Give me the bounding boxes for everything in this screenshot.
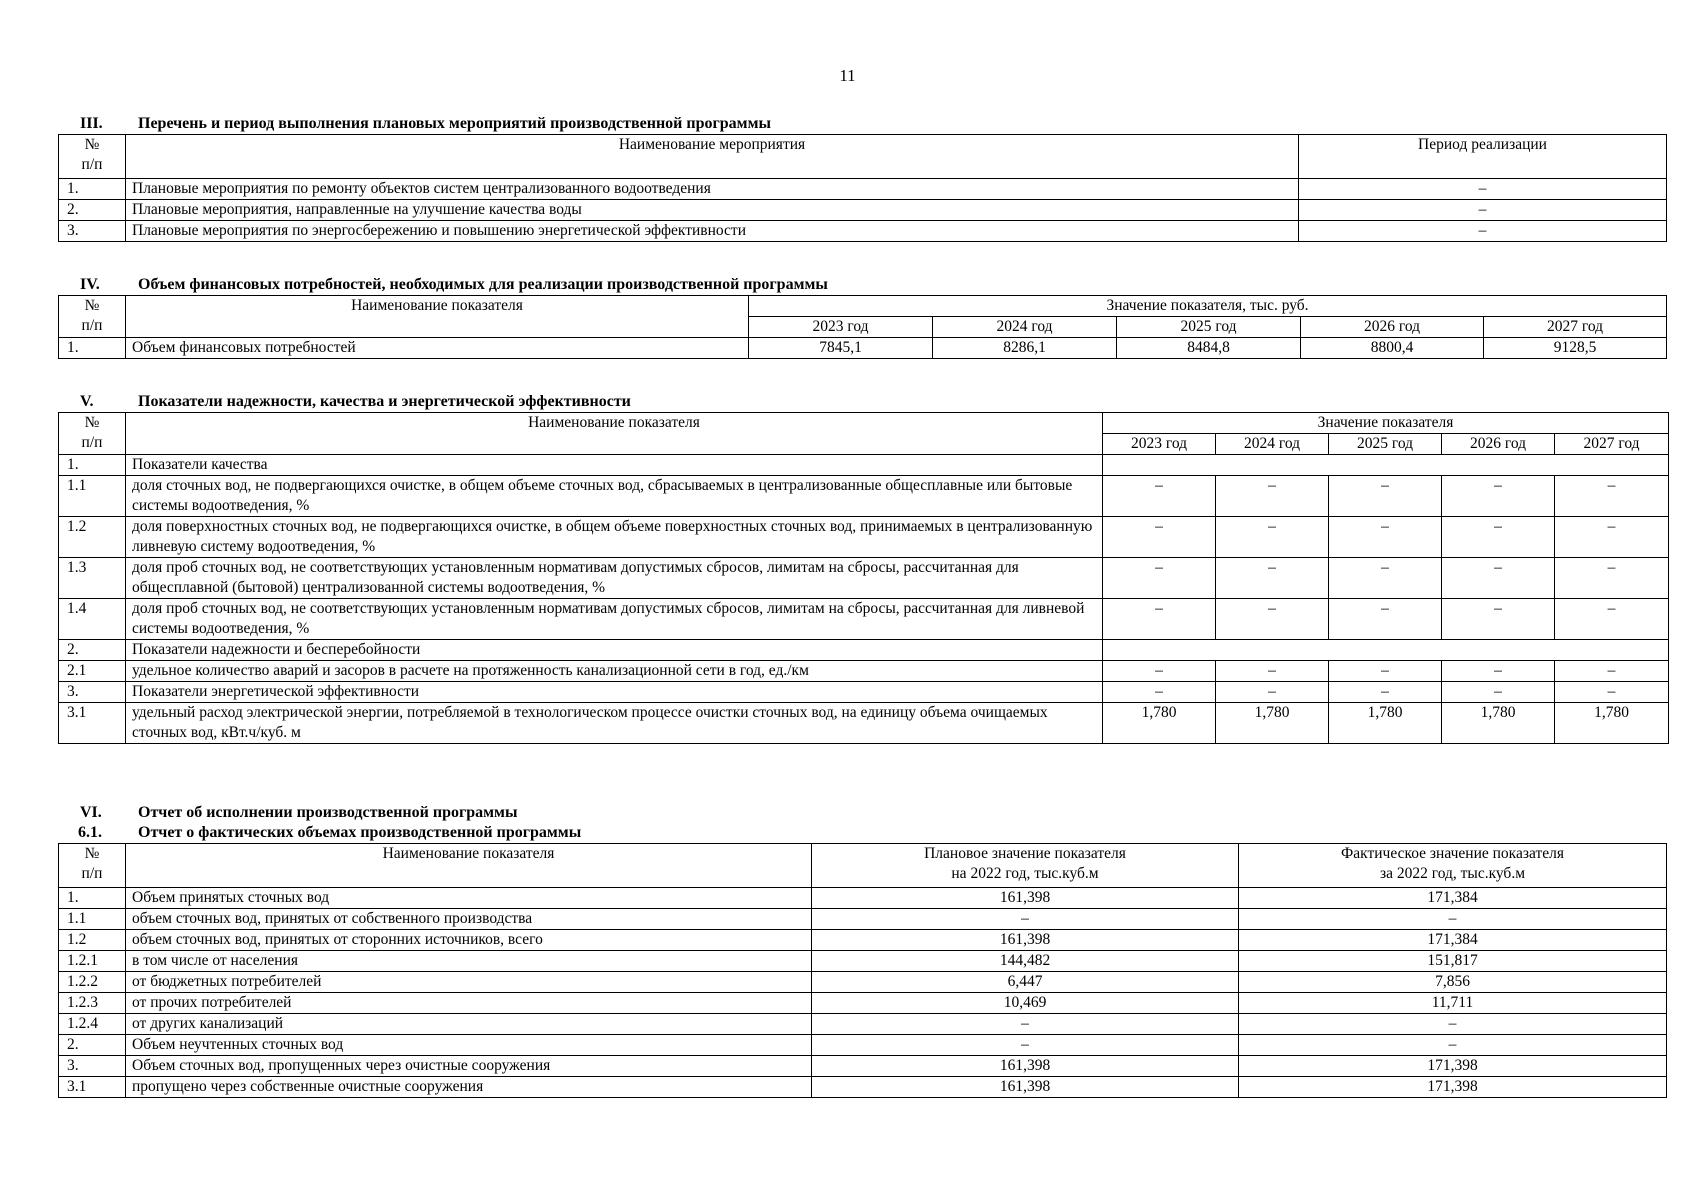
row-value: – — [1555, 599, 1669, 640]
year-header: 2027 год — [1484, 317, 1667, 338]
row-fact-value: – — [1239, 1035, 1667, 1056]
row-number: 1. — [59, 455, 126, 476]
header-value: Значение показателя, тыс. руб. — [749, 296, 1667, 317]
row-value: – — [1329, 682, 1442, 703]
header-indicator-name: Наименование показателя — [126, 413, 1103, 455]
row-plan-value: 6,447 — [812, 972, 1239, 993]
table-row — [59, 1014, 1667, 1035]
table-row — [59, 909, 1667, 930]
row-number: 1. — [59, 338, 126, 359]
row-value: 9128,5 — [1484, 338, 1667, 359]
row-value: – — [1555, 558, 1669, 599]
table-row — [59, 1077, 1667, 1098]
row-number: 3.1 — [59, 703, 126, 744]
row-name: пропущено через собственные очистные сооружения — [126, 1077, 812, 1098]
row-name: объем сточных вод, принятых от сторонних источников, всего — [126, 930, 812, 951]
row-name: удельное количество аварий и засоров в расчете на протяженность канализационной сети в год, ед./км — [126, 661, 1103, 682]
row-value: – — [1329, 558, 1442, 599]
row-fact-value: 171,398 — [1239, 1077, 1667, 1098]
row-value: – — [1329, 599, 1442, 640]
row-value: 1,780 — [1442, 703, 1555, 744]
row-plan-value: 144,482 — [812, 951, 1239, 972]
year-header: 2026 год — [1442, 434, 1555, 455]
row-name: Плановые мероприятия по ремонту объектов систем централизованного водоотведения — [126, 179, 1299, 200]
header-number: № п/п — [59, 413, 126, 455]
row-name: объем сточных вод, принятых от собственного производства — [126, 909, 812, 930]
row-number: 2. — [59, 1035, 126, 1056]
row-number: 1.2.1 — [59, 951, 126, 972]
row-number: 1.2.2 — [59, 972, 126, 993]
row-value: – — [1103, 476, 1216, 517]
row-value: – — [1442, 558, 1555, 599]
header-indicator-name: Наименование показателя — [126, 296, 749, 338]
row-value: 8484,8 — [1117, 338, 1301, 359]
header-fact-value: Фактическое значение показателя за 2022 год, тыс.куб.м — [1239, 844, 1667, 888]
row-name: удельный расход электрической энергии, потребляемой в технологическом процессе очистки сточных вод, на единицу объема очищаемых сточных вод, кВт.ч/куб. м — [126, 703, 1103, 744]
group-row — [59, 640, 1669, 661]
header-number: № п/п — [59, 296, 126, 338]
table-row — [59, 338, 1667, 359]
row-value: 1,780 — [1216, 703, 1329, 744]
section-3 — [58, 114, 1667, 242]
row-fact-value: – — [1239, 1014, 1667, 1035]
row-value: – — [1216, 682, 1329, 703]
row-value: 1,780 — [1555, 703, 1669, 744]
row-period: – — [1299, 200, 1667, 221]
row-number: 3. — [59, 682, 126, 703]
reliability-indicators-table — [58, 412, 1669, 744]
row-fact-value: – — [1239, 909, 1667, 930]
row-value: – — [1555, 517, 1669, 558]
row-value: – — [1216, 599, 1329, 640]
row-value: 1,780 — [1103, 703, 1216, 744]
row-fact-value: 7,856 — [1239, 972, 1667, 993]
row-number: 1. — [59, 179, 126, 200]
table-row — [59, 200, 1667, 221]
row-name: Объем принятых сточных вод — [126, 888, 812, 909]
row-plan-value: 161,398 — [812, 930, 1239, 951]
row-value: – — [1442, 599, 1555, 640]
row-number: 1.4 — [59, 599, 126, 640]
section-4 — [58, 275, 1667, 359]
table-row — [59, 972, 1667, 993]
row-value: – — [1103, 599, 1216, 640]
table-row — [59, 1056, 1667, 1077]
row-value: – — [1442, 517, 1555, 558]
row-number: 1. — [59, 888, 126, 909]
row-value: – — [1555, 682, 1669, 703]
row-value: – — [1216, 517, 1329, 558]
row-value: – — [1103, 661, 1216, 682]
section-title-text: Объем финансовых потребностей, необходимых для реализации производственной программы — [138, 276, 828, 293]
row-plan-value: 161,398 — [812, 1056, 1239, 1077]
header-indicator-name: Наименование показателя — [126, 844, 812, 888]
row-name: Показатели надежности и бесперебойности — [126, 640, 1103, 661]
row-value: – — [1442, 476, 1555, 517]
year-header: 2025 год — [1329, 434, 1442, 455]
group-empty-cell — [1103, 640, 1669, 661]
row-number: 1.2 — [59, 517, 126, 558]
row-number: 3. — [59, 221, 126, 242]
row-value: 7845,1 — [749, 338, 933, 359]
row-name: от других канализаций — [126, 1014, 812, 1035]
row-number: 1.2 — [59, 930, 126, 951]
row-name: Объем неучтенных сточных вод — [126, 1035, 812, 1056]
row-number: 3.1 — [59, 1077, 126, 1098]
section-number: IV. — [80, 276, 100, 293]
table-row — [59, 661, 1669, 682]
header-value: Значение показателя — [1103, 413, 1669, 434]
row-value: – — [1555, 661, 1669, 682]
row-plan-value: – — [812, 1035, 1239, 1056]
row-name: Показатели энергетической эффективности — [126, 682, 1103, 703]
section-title-text: Отчет об исполнении производственной программы — [138, 804, 518, 821]
row-number: 3. — [59, 1056, 126, 1077]
group-empty-cell — [1103, 455, 1669, 476]
row-period: – — [1299, 221, 1667, 242]
planned-measures-table — [58, 134, 1667, 242]
section-3-title — [58, 114, 1667, 134]
row-fact-value: 11,711 — [1239, 993, 1667, 1014]
row-number: 1.2.4 — [59, 1014, 126, 1035]
header-period: Период реализации — [1299, 135, 1667, 179]
section-title-text: Перечень и период выполнения плановых мероприятий производственной программы — [138, 115, 771, 132]
row-plan-value: – — [812, 1014, 1239, 1035]
row-value: – — [1555, 476, 1669, 517]
row-name: Плановые мероприятия по энергосбережению и повышению энергетической эффективности — [126, 221, 1299, 242]
row-name: Объем финансовых потребностей — [126, 338, 749, 359]
section-4-title — [58, 275, 1667, 295]
table-row — [59, 476, 1669, 517]
row-number: 2. — [59, 640, 126, 661]
row-number: 1.2.3 — [59, 993, 126, 1014]
row-plan-value: 10,469 — [812, 993, 1239, 1014]
section-5 — [58, 392, 1669, 744]
year-header: 2025 год — [1117, 317, 1301, 338]
row-value: – — [1442, 682, 1555, 703]
row-value: – — [1103, 517, 1216, 558]
row-fact-value: 171,398 — [1239, 1056, 1667, 1077]
row-name: Показатели качества — [126, 455, 1103, 476]
section-number: III. — [80, 115, 103, 132]
row-name: от бюджетных потребителей — [126, 972, 812, 993]
row-number: 2.1 — [59, 661, 126, 682]
table-row — [59, 558, 1669, 599]
row-name: в том числе от населения — [126, 951, 812, 972]
row-value: – — [1442, 661, 1555, 682]
table-row — [59, 993, 1667, 1014]
section-title-text: Показатели надежности, качества и энергетической эффективности — [138, 393, 631, 410]
header-number: № п/п — [59, 135, 126, 179]
section-6 — [58, 803, 1667, 1098]
table-row — [59, 1035, 1667, 1056]
year-header: 2023 год — [1103, 434, 1216, 455]
row-name: Плановые мероприятия, направленные на улучшение качества воды — [126, 200, 1299, 221]
row-number: 1.1 — [59, 909, 126, 930]
row-value: – — [1216, 558, 1329, 599]
section-6-1-title — [58, 823, 1667, 843]
row-value: 8286,1 — [933, 338, 1117, 359]
row-fact-value: 171,384 — [1239, 930, 1667, 951]
year-header: 2027 год — [1555, 434, 1669, 455]
row-plan-value: 161,398 — [812, 1077, 1239, 1098]
year-header: 2026 год — [1301, 317, 1484, 338]
row-value: 8800,4 — [1301, 338, 1484, 359]
row-plan-value: 161,398 — [812, 888, 1239, 909]
row-value: 1,780 — [1329, 703, 1442, 744]
header-number: № п/п — [59, 844, 126, 888]
row-value: – — [1329, 517, 1442, 558]
year-header: 2024 год — [1216, 434, 1329, 455]
section-6-title — [58, 803, 1667, 823]
table-row — [59, 951, 1667, 972]
row-number: 2. — [59, 200, 126, 221]
table-row — [59, 682, 1669, 703]
table-row — [59, 599, 1669, 640]
actual-volumes-table — [58, 843, 1667, 1098]
header-measure-name: Наименование мероприятия — [126, 135, 1299, 179]
row-value: – — [1216, 476, 1329, 517]
section-5-title — [58, 392, 1669, 412]
row-plan-value: – — [812, 909, 1239, 930]
header-plan-value: Плановое значение показателя на 2022 год, тыс.куб.м — [812, 844, 1239, 888]
page-number: 11 — [839, 66, 856, 85]
row-value: – — [1103, 558, 1216, 599]
row-period: – — [1299, 179, 1667, 200]
row-fact-value: 171,384 — [1239, 888, 1667, 909]
row-name: доля поверхностных сточных вод, не подвергающихся очистке, в общем объеме поверхностных сточных вод, принимаемых в централизованную ливневую систему водоотведения, % — [126, 517, 1103, 558]
year-header: 2024 год — [933, 317, 1117, 338]
year-header: 2023 год — [749, 317, 933, 338]
row-value: – — [1329, 661, 1442, 682]
subsection-title-text: Отчет о фактических объемах производственной программы — [138, 824, 582, 841]
row-name: от прочих потребителей — [126, 993, 812, 1014]
section-number: VI. — [80, 804, 102, 821]
row-name: доля проб сточных вод, не соответствующих установленным нормативам допустимых сбросов, лимитам на сбросы, рассчитанная для ливневой системы водоотведения, % — [126, 599, 1103, 640]
financial-needs-table — [58, 295, 1667, 359]
row-number: 1.1 — [59, 476, 126, 517]
row-number: 1.3 — [59, 558, 126, 599]
row-fact-value: 151,817 — [1239, 951, 1667, 972]
table-row — [59, 221, 1667, 242]
table-row — [59, 179, 1667, 200]
row-value: – — [1329, 476, 1442, 517]
table-row — [59, 517, 1669, 558]
subsection-number: 6.1. — [78, 824, 102, 841]
section-number: V. — [80, 393, 94, 410]
table-row — [59, 888, 1667, 909]
table-row — [59, 703, 1669, 744]
row-name: доля сточных вод, не подвергающихся очистке, в общем объеме сточных вод, сбрасываемых в централизованные общесплавные или бытовые системы водоотведения, % — [126, 476, 1103, 517]
row-value: – — [1216, 661, 1329, 682]
row-name: Объем сточных вод, пропущенных через очистные сооружения — [126, 1056, 812, 1077]
row-name: доля проб сточных вод, не соответствующих установленным нормативам допустимых сбросов, лимитам на сбросы, рассчитанная для общесплавной (бытовой) централизованной системы водоотведения, % — [126, 558, 1103, 599]
table-row — [59, 930, 1667, 951]
group-row — [59, 455, 1669, 476]
row-value: – — [1103, 682, 1216, 703]
